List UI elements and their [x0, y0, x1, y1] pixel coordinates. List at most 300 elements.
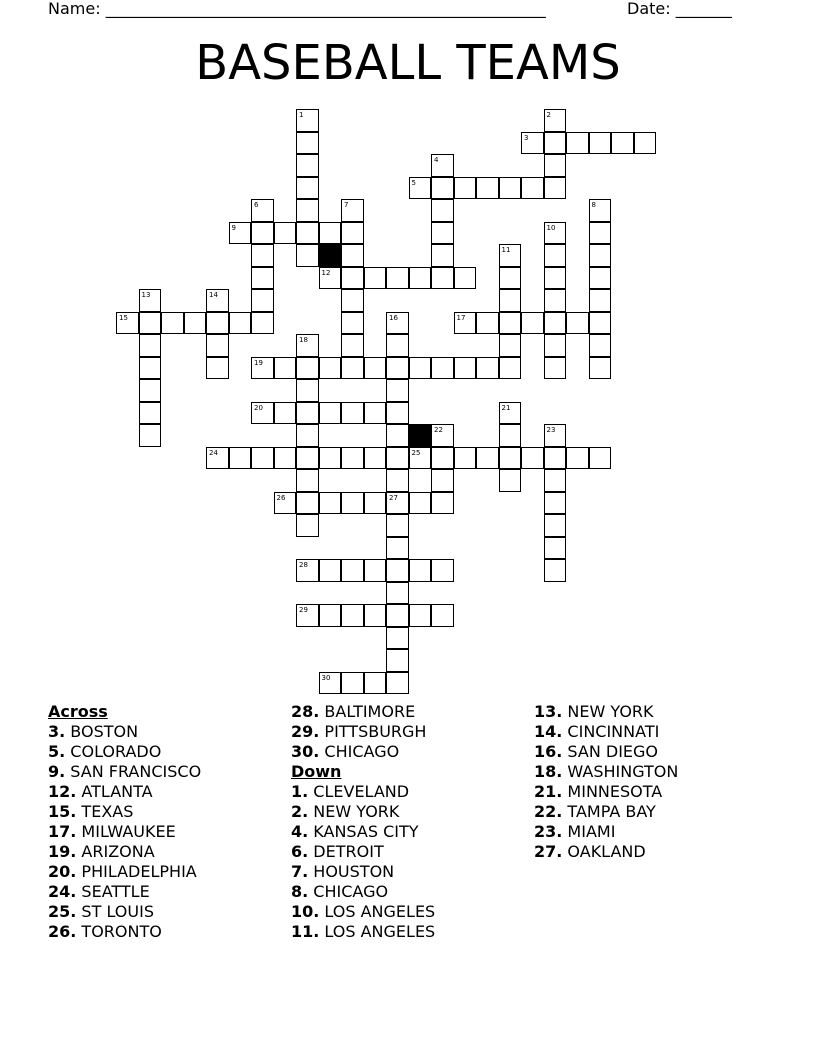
down-clue: [291, 802, 435, 822]
grid-cell[interactable]: [139, 402, 162, 425]
down-clue: [534, 822, 678, 842]
clue-number: 2.: [291, 802, 309, 821]
grid-cell[interactable]: [431, 222, 454, 245]
grid-cell[interactable]: [589, 222, 612, 245]
across-clue: [48, 882, 201, 902]
grid-cell[interactable]: [566, 312, 589, 335]
grid-cell[interactable]: [589, 267, 612, 290]
grid-cell[interactable]: [161, 312, 184, 335]
grid-cell[interactable]: [341, 289, 364, 312]
grid-cell[interactable]: [251, 244, 274, 267]
black-cell: [409, 424, 432, 447]
grid-cell[interactable]: [364, 357, 387, 380]
across-clue: [291, 742, 435, 762]
grid-cell[interactable]: [229, 312, 252, 335]
grid-cell[interactable]: [521, 177, 544, 200]
clue-text: MIAMI: [562, 822, 616, 841]
grid-cell[interactable]: [431, 177, 454, 200]
clue-number: 3.: [48, 722, 66, 741]
grid-cell[interactable]: [206, 357, 229, 380]
grid-cell[interactable]: [544, 289, 567, 312]
grid-cell[interactable]: [386, 672, 409, 695]
grid-cell[interactable]: [544, 559, 567, 582]
grid-cell[interactable]: [544, 312, 567, 335]
grid-cell[interactable]: [386, 267, 409, 290]
grid-cell[interactable]: [544, 537, 567, 560]
clue-number: 25.: [48, 902, 77, 921]
grid-cell[interactable]: [499, 267, 522, 290]
down-clue: [534, 802, 678, 822]
across-clue: [48, 722, 201, 742]
clue-text: ATLANTA: [76, 782, 153, 801]
clue-text: LOS ANGELES: [319, 902, 436, 921]
across-heading: Across: [48, 702, 108, 721]
grid-cell[interactable]: [544, 492, 567, 515]
clue-number: 11: [501, 246, 511, 254]
grid-cell[interactable]: [409, 492, 432, 515]
grid-cell[interactable]: [341, 312, 364, 335]
clue-number: 22.: [534, 802, 563, 821]
clue-number: 15.: [48, 802, 77, 821]
grid-cell[interactable]: [499, 357, 522, 380]
clue-number: 4: [434, 156, 439, 164]
down-clue: [534, 742, 678, 762]
grid-cell[interactable]: [386, 424, 409, 447]
grid-cell[interactable]: [386, 334, 409, 357]
grid-cell[interactable]: [544, 222, 567, 245]
down-clue: [534, 782, 678, 802]
grid-cell[interactable]: [544, 424, 567, 447]
clue-text: TAMPA BAY: [562, 802, 656, 821]
grid-cell[interactable]: [431, 469, 454, 492]
grid-cell[interactable]: [499, 289, 522, 312]
across-clue: [291, 702, 435, 722]
grid-cell[interactable]: [544, 154, 567, 177]
grid-cell[interactable]: [409, 604, 432, 627]
clue-text: WASHINGTON: [562, 762, 679, 781]
clue-number: 5.: [48, 742, 66, 761]
grid-cell[interactable]: [139, 424, 162, 447]
grid-cell[interactable]: [544, 447, 567, 470]
across-clue: [48, 802, 201, 822]
clue-text: DETROIT: [308, 842, 384, 861]
grid-cell[interactable]: [341, 492, 364, 515]
grid-cell[interactable]: [319, 222, 342, 245]
clue-text: TORONTO: [76, 922, 162, 941]
grid-cell[interactable]: [409, 559, 432, 582]
grid-cell[interactable]: [341, 559, 364, 582]
grid-cell[interactable]: [431, 492, 454, 515]
grid-cell[interactable]: [431, 357, 454, 380]
grid-cell[interactable]: [544, 334, 567, 357]
grid-cell[interactable]: [454, 267, 477, 290]
grid-cell[interactable]: [476, 177, 499, 200]
grid-cell[interactable]: [341, 604, 364, 627]
grid-cell[interactable]: [116, 312, 139, 335]
grid-cell[interactable]: [319, 559, 342, 582]
grid-cell[interactable]: [274, 447, 297, 470]
grid-cell[interactable]: [341, 672, 364, 695]
grid-cell[interactable]: [476, 312, 499, 335]
grid-cell[interactable]: [319, 402, 342, 425]
grid-cell[interactable]: [206, 334, 229, 357]
grid-cell[interactable]: [431, 154, 454, 177]
clue-text: BOSTON: [65, 722, 139, 741]
grid-cell[interactable]: [431, 267, 454, 290]
grid-cell[interactable]: [251, 447, 274, 470]
clue-number: 23: [546, 426, 556, 434]
grid-cell[interactable]: [476, 447, 499, 470]
grid-cell[interactable]: [341, 244, 364, 267]
clue-number: 19: [254, 358, 263, 367]
grid-cell[interactable]: [341, 402, 364, 425]
grid-cell[interactable]: [319, 672, 342, 695]
grid-cell[interactable]: [139, 379, 162, 402]
clue-text: CLEVELAND: [308, 782, 410, 801]
grid-cell[interactable]: [589, 334, 612, 357]
clue-text: CINCINNATI: [562, 722, 660, 741]
grid-cell[interactable]: [589, 132, 612, 155]
grid-cell[interactable]: [521, 132, 544, 155]
grid-cell[interactable]: [431, 447, 454, 470]
page-title: BASEBALL TEAMS: [195, 35, 621, 91]
clue-text: CHICAGO: [319, 742, 400, 761]
grid-cell[interactable]: [364, 604, 387, 627]
grid-cell[interactable]: [521, 312, 544, 335]
grid-cell[interactable]: [274, 492, 297, 515]
grid-cell[interactable]: [296, 379, 319, 402]
down-heading: Down: [291, 762, 342, 781]
grid-cell[interactable]: [296, 177, 319, 200]
grid-cell[interactable]: [544, 267, 567, 290]
grid-cell[interactable]: [341, 267, 364, 290]
grid-cell[interactable]: [296, 514, 319, 537]
clue-number: 4.: [291, 822, 309, 841]
grid-cell[interactable]: [386, 402, 409, 425]
grid-cell[interactable]: [386, 447, 409, 470]
grid-cell[interactable]: [184, 312, 207, 335]
grid-cell[interactable]: [296, 109, 319, 132]
grid-cell[interactable]: [319, 447, 342, 470]
grid-cell[interactable]: [341, 334, 364, 357]
grid-cell[interactable]: [544, 514, 567, 537]
grid-cell[interactable]: [386, 537, 409, 560]
clue-text: HOUSTON: [308, 862, 395, 881]
clue-number: 22: [434, 426, 443, 434]
clue-text: COLORADO: [65, 742, 162, 761]
grid-cell[interactable]: [634, 132, 657, 155]
down-clue: [291, 782, 435, 802]
clue-number: 7: [344, 201, 349, 209]
clue-number: 18: [299, 336, 308, 344]
grid-cell[interactable]: [319, 492, 342, 515]
clue-text: PHILADELPHIA: [76, 862, 197, 881]
grid-cell[interactable]: [296, 447, 319, 470]
grid-cell[interactable]: [341, 357, 364, 380]
clue-text: MINNESOTA: [562, 782, 663, 801]
across-clue: [48, 862, 201, 882]
grid-cell[interactable]: [296, 199, 319, 222]
clue-number: 27: [389, 493, 398, 502]
clue-number: 14: [209, 291, 218, 299]
clue-text: OAKLAND: [562, 842, 646, 861]
grid-cell[interactable]: [296, 559, 319, 582]
grid-cell[interactable]: [274, 222, 297, 245]
clue-number: 1: [299, 111, 304, 119]
grid-cell[interactable]: [454, 312, 477, 335]
grid-cell[interactable]: [251, 267, 274, 290]
grid-cell[interactable]: [296, 334, 319, 357]
grid-cell[interactable]: [296, 469, 319, 492]
grid-cell[interactable]: [589, 244, 612, 267]
grid-cell[interactable]: [611, 132, 634, 155]
clue-number: 21.: [534, 782, 563, 801]
across-clue: [48, 742, 201, 762]
across-clue: [291, 722, 435, 742]
grid-cell[interactable]: [319, 267, 342, 290]
grid-cell[interactable]: [341, 447, 364, 470]
grid-cell[interactable]: [364, 447, 387, 470]
grid-cell[interactable]: [454, 447, 477, 470]
clue-number: 24.: [48, 882, 77, 901]
grid-cell[interactable]: [431, 199, 454, 222]
grid-cell[interactable]: [386, 379, 409, 402]
clue-number: 28: [299, 561, 308, 569]
grid-cell[interactable]: [499, 312, 522, 335]
clue-text: LOS ANGELES: [319, 922, 436, 941]
across-clue: [48, 822, 201, 842]
clue-text: NEW YORK: [562, 702, 654, 721]
down-clue: [534, 762, 678, 782]
clue-number: 17: [456, 313, 466, 322]
grid-cell[interactable]: [409, 357, 432, 380]
name-label: Name:: [48, 0, 101, 18]
clue-number: 8.: [291, 882, 309, 901]
grid-cell[interactable]: [431, 604, 454, 627]
clue-number: 28.: [291, 702, 320, 721]
clue-number: 9: [231, 223, 236, 232]
clue-text: BALTIMORE: [319, 702, 416, 721]
grid-cell[interactable]: [544, 469, 567, 492]
grid-cell[interactable]: [386, 627, 409, 650]
grid-cell[interactable]: [296, 402, 319, 425]
down-clue: [291, 922, 435, 942]
date-label: Date:: [627, 0, 671, 18]
clue-number: 20.: [48, 862, 77, 881]
grid-cell[interactable]: [296, 357, 319, 380]
clue-number: 8: [591, 201, 596, 209]
grid-cell[interactable]: [499, 447, 522, 470]
grid-cell[interactable]: [386, 649, 409, 672]
clue-number: 1.: [291, 782, 309, 801]
clue-number: 30.: [291, 742, 320, 761]
grid-cell[interactable]: [544, 109, 567, 132]
clue-number: 26: [276, 493, 286, 502]
grid-cell[interactable]: [544, 244, 567, 267]
grid-cell[interactable]: [386, 514, 409, 537]
down-clue: [534, 702, 678, 722]
clue-text: KANSAS CITY: [308, 822, 419, 841]
grid-cell[interactable]: [296, 244, 319, 267]
grid-cell[interactable]: [386, 604, 409, 627]
grid-cell[interactable]: [139, 357, 162, 380]
grid-cell[interactable]: [206, 312, 229, 335]
down-clue: [291, 822, 435, 842]
grid-cell[interactable]: [386, 357, 409, 380]
grid-cell[interactable]: [296, 492, 319, 515]
grid-cell[interactable]: [589, 289, 612, 312]
across-clue: [48, 762, 201, 782]
grid-cell[interactable]: [206, 289, 229, 312]
grid-cell[interactable]: [499, 469, 522, 492]
grid-cell[interactable]: [251, 222, 274, 245]
clue-number: 14.: [534, 722, 563, 741]
clue-text: ST LOUIS: [76, 902, 154, 921]
grid-cell[interactable]: [364, 559, 387, 582]
down-clue: [291, 862, 435, 882]
across-clue: [48, 922, 201, 942]
grid-cell[interactable]: [341, 199, 364, 222]
clue-number: 10: [546, 223, 556, 232]
grid-cell[interactable]: [139, 334, 162, 357]
clue-number: 26.: [48, 922, 77, 941]
grid-cell[interactable]: [364, 402, 387, 425]
clue-number: 16.: [534, 742, 563, 761]
down-clue: [291, 902, 435, 922]
clue-number: 21: [501, 403, 511, 412]
grid-cell[interactable]: [499, 424, 522, 447]
grid-cell[interactable]: [319, 357, 342, 380]
grid-cell[interactable]: [499, 244, 522, 267]
grid-cell[interactable]: [274, 402, 297, 425]
date-line: _______: [675, 0, 732, 18]
clue-text: NEW YORK: [308, 802, 400, 821]
clue-text: TEXAS: [76, 802, 134, 821]
grid-cell[interactable]: [454, 177, 477, 200]
grid-cell[interactable]: [409, 177, 432, 200]
grid-cell[interactable]: [206, 447, 229, 470]
grid-cell[interactable]: [386, 312, 409, 335]
down-clue: [291, 842, 435, 862]
clue-number: 25: [411, 448, 421, 457]
grid-cell[interactable]: [139, 289, 162, 312]
clue-number: 27.: [534, 842, 563, 861]
grid-cell[interactable]: [296, 424, 319, 447]
clue-text: SEATTLE: [76, 882, 150, 901]
grid-cell[interactable]: [274, 357, 297, 380]
grid-cell[interactable]: [139, 312, 162, 335]
clue-number: 17.: [48, 822, 77, 841]
grid-cell[interactable]: [566, 132, 589, 155]
grid-cell[interactable]: [431, 424, 454, 447]
grid-cell[interactable]: [499, 177, 522, 200]
grid-cell[interactable]: [589, 199, 612, 222]
clue-text: CHICAGO: [308, 882, 389, 901]
grid-cell[interactable]: [296, 154, 319, 177]
grid-cell[interactable]: [341, 222, 364, 245]
grid-cell[interactable]: [499, 402, 522, 425]
grid-cell[interactable]: [386, 559, 409, 582]
clue-number: 23.: [534, 822, 563, 841]
across-clue: [48, 782, 201, 802]
grid-cell[interactable]: [251, 199, 274, 222]
across-clue: [48, 902, 201, 922]
grid-cell[interactable]: [251, 402, 274, 425]
grid-cell[interactable]: [251, 357, 274, 380]
grid-cell[interactable]: [296, 132, 319, 155]
grid-cell[interactable]: [589, 312, 612, 335]
grid-cell[interactable]: [319, 604, 342, 627]
grid-cell[interactable]: [386, 582, 409, 605]
grid-cell[interactable]: [476, 357, 499, 380]
clue-number: 6: [254, 201, 259, 209]
clue-number: 9.: [48, 762, 66, 781]
clue-number: 18.: [534, 762, 563, 781]
clue-number: 12.: [48, 782, 77, 801]
grid-cell[interactable]: [566, 447, 589, 470]
grid-cell[interactable]: [364, 672, 387, 695]
grid-cell[interactable]: [364, 492, 387, 515]
grid-cell[interactable]: [229, 222, 252, 245]
grid-cell[interactable]: [296, 222, 319, 245]
clue-number: 15: [119, 313, 128, 322]
down-clue: [291, 882, 435, 902]
clue-number: 24: [209, 448, 218, 457]
grid-cell[interactable]: [409, 267, 432, 290]
across-clue: [48, 842, 201, 862]
clue-number: 5: [411, 178, 416, 187]
clue-number: 13.: [534, 702, 563, 721]
clue-number: 29.: [291, 722, 320, 741]
clue-number: 3: [524, 133, 529, 142]
grid-cell[interactable]: [229, 447, 252, 470]
clue-number: 10.: [291, 902, 320, 921]
clue-number: 6.: [291, 842, 309, 861]
grid-cell[interactable]: [251, 312, 274, 335]
grid-cell[interactable]: [521, 447, 544, 470]
grid-cell[interactable]: [499, 334, 522, 357]
grid-cell[interactable]: [386, 469, 409, 492]
grid-cell[interactable]: [364, 267, 387, 290]
grid-cell[interactable]: [409, 447, 432, 470]
down-clue: [534, 722, 678, 742]
clues-column-3: [534, 702, 678, 862]
clues-column-2: [291, 702, 435, 942]
grid-cell[interactable]: [544, 177, 567, 200]
clue-text: ARIZONA: [76, 842, 155, 861]
grid-cell[interactable]: [386, 492, 409, 515]
grid-cell[interactable]: [544, 357, 567, 380]
grid-cell[interactable]: [251, 289, 274, 312]
clue-number: 7.: [291, 862, 309, 881]
grid-cell[interactable]: [589, 357, 612, 380]
grid-cell[interactable]: [431, 244, 454, 267]
name-line: _______________________________________________________: [105, 0, 546, 18]
clue-number: 29: [299, 606, 308, 614]
grid-cell[interactable]: [544, 132, 567, 155]
grid-cell[interactable]: [454, 357, 477, 380]
clue-text: PITTSBURGH: [319, 722, 427, 741]
clue-number: 16: [389, 313, 398, 322]
clue-text: SAN DIEGO: [562, 742, 659, 761]
clue-text: MILWAUKEE: [76, 822, 176, 841]
clue-number: 12: [321, 268, 331, 277]
clue-number: 20: [254, 403, 263, 412]
black-cell: [319, 244, 342, 267]
grid-cell[interactable]: [589, 447, 612, 470]
grid-cell[interactable]: [296, 604, 319, 627]
grid-cell[interactable]: [431, 559, 454, 582]
